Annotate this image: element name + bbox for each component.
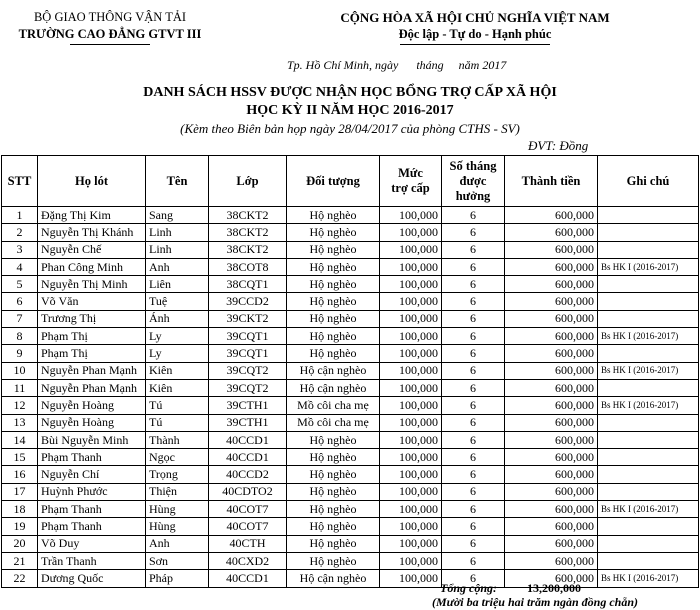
- row-lop: 39CCD2: [209, 293, 287, 310]
- row-stt: 15: [2, 449, 38, 466]
- row-ten: Linh: [146, 224, 209, 241]
- row-thanh-tien: 600,000: [505, 483, 598, 500]
- row-doituong: Mồ côi cha mẹ: [287, 397, 380, 414]
- row-doituong: Hộ cận nghèo: [287, 570, 380, 587]
- col-so-line1: Số tháng: [449, 158, 497, 173]
- total-in-words: (Mười ba triệu hai trăm ngàn đồng chẵn): [432, 595, 639, 609]
- row-stt: 9: [2, 345, 38, 362]
- table-row: [2, 258, 699, 275]
- row-ghi-chu: [598, 431, 699, 448]
- row-thanh-tien: 600,000: [505, 501, 598, 518]
- row-ten: Hùng: [146, 501, 209, 518]
- row-ten: Kiên: [146, 362, 209, 379]
- row-doituong: Hộ cận nghèo: [287, 379, 380, 396]
- row-ghi-chu: Bs HK I (2016-2017): [598, 328, 699, 345]
- table-row: [2, 466, 699, 483]
- row-holot: Dương Quốc: [38, 570, 146, 587]
- row-lop: 39CTH1: [209, 397, 287, 414]
- row-ghi-chu: [598, 518, 699, 535]
- row-ghi-chu: [598, 293, 699, 310]
- row-holot: Phạm Thanh: [38, 501, 146, 518]
- row-ten: Sang: [146, 207, 209, 224]
- row-so-thang: 6: [442, 362, 505, 379]
- row-stt: 18: [2, 501, 38, 518]
- row-ten: Thiện: [146, 483, 209, 500]
- row-ghi-chu: Bs HK I (2016-2017): [598, 362, 699, 379]
- row-thanh-tien: 600,000: [505, 518, 598, 535]
- row-muc: 100,000: [380, 518, 442, 535]
- row-so-thang: 6: [442, 466, 505, 483]
- row-lop: 39CQT1: [209, 345, 287, 362]
- table-row: [2, 552, 699, 569]
- row-holot: Phạm Thanh: [38, 518, 146, 535]
- row-holot: Nguyễn Thị Minh: [38, 276, 146, 293]
- row-stt: 14: [2, 431, 38, 448]
- row-lop: 40COT7: [209, 501, 287, 518]
- row-lop: 38CKT2: [209, 207, 287, 224]
- table-row: [2, 328, 699, 345]
- row-ten: Anh: [146, 535, 209, 552]
- row-muc: 100,000: [380, 552, 442, 569]
- row-ghi-chu: Bs HK I (2016-2017): [598, 397, 699, 414]
- row-ghi-chu: [598, 414, 699, 431]
- row-doituong: Hộ nghèo: [287, 328, 380, 345]
- row-lop: 39CQT2: [209, 362, 287, 379]
- table-row: [2, 501, 699, 518]
- col-so-line3: hưởng: [455, 188, 491, 203]
- row-holot: Nguyễn Hoàng: [38, 414, 146, 431]
- row-lop: 39CQT1: [209, 328, 287, 345]
- row-stt: 19: [2, 518, 38, 535]
- col-lop: Lớp: [209, 156, 287, 207]
- row-thanh-tien: 600,000: [505, 535, 598, 552]
- col-stt: STT: [2, 156, 38, 207]
- row-thanh-tien: 600,000: [505, 379, 598, 396]
- row-so-thang: 6: [442, 310, 505, 327]
- row-holot: Võ Duy: [38, 535, 146, 552]
- row-muc: 100,000: [380, 293, 442, 310]
- row-doituong: Hộ nghèo: [287, 310, 380, 327]
- row-muc: 100,000: [380, 276, 442, 293]
- row-muc: 100,000: [380, 501, 442, 518]
- row-doituong: Hộ nghèo: [287, 535, 380, 552]
- row-ten: Linh: [146, 241, 209, 258]
- row-ghi-chu: [598, 207, 699, 224]
- row-stt: 3: [2, 241, 38, 258]
- row-ghi-chu: [598, 224, 699, 241]
- row-muc: 100,000: [380, 431, 442, 448]
- row-muc: 100,000: [380, 379, 442, 396]
- row-lop: 38CKT2: [209, 241, 287, 258]
- row-stt: 20: [2, 535, 38, 552]
- row-lop: 38CQT1: [209, 276, 287, 293]
- row-ten: Ngọc: [146, 449, 209, 466]
- table-row: [2, 535, 699, 552]
- row-muc: 100,000: [380, 328, 442, 345]
- row-ten: Hùng: [146, 518, 209, 535]
- row-stt: 8: [2, 328, 38, 345]
- col-sothang: [442, 156, 505, 207]
- row-stt: 22: [2, 570, 38, 587]
- table-row: [2, 570, 699, 587]
- row-doituong: Hộ nghèo: [287, 483, 380, 500]
- row-ghi-chu: [598, 345, 699, 362]
- table-row: [2, 431, 699, 448]
- row-holot: Trần Thanh: [38, 552, 146, 569]
- row-thanh-tien: 600,000: [505, 276, 598, 293]
- row-ghi-chu: Bs HK I (2016-2017): [598, 501, 699, 518]
- row-doituong: Hộ cận nghèo: [287, 362, 380, 379]
- table-row: [2, 397, 699, 414]
- row-doituong: Hộ nghèo: [287, 449, 380, 466]
- col-so-line2: được: [459, 173, 487, 188]
- table-row: [2, 414, 699, 431]
- row-lop: 40COT7: [209, 518, 287, 535]
- row-muc: 100,000: [380, 241, 442, 258]
- row-holot: Nguyễn Chế: [38, 241, 146, 258]
- row-doituong: Hộ nghèo: [287, 466, 380, 483]
- row-ghi-chu: [598, 483, 699, 500]
- row-stt: 13: [2, 414, 38, 431]
- row-lop: 40CCD1: [209, 431, 287, 448]
- row-so-thang: 6: [442, 570, 505, 587]
- row-so-thang: 6: [442, 518, 505, 535]
- table-row: [2, 207, 699, 224]
- row-stt: 21: [2, 552, 38, 569]
- row-ghi-chu: [598, 449, 699, 466]
- row-so-thang: 6: [442, 431, 505, 448]
- row-doituong: Hộ nghèo: [287, 552, 380, 569]
- row-ten: Ly: [146, 345, 209, 362]
- row-holot: Nguyễn Chí: [38, 466, 146, 483]
- date-line: Tp. Hồ Chí Minh, ngày tháng năm 2017: [287, 58, 507, 72]
- col-holot: Họ lót: [38, 156, 146, 207]
- scholarship-table: [1, 155, 699, 588]
- document-title: DANH SÁCH HSSV ĐƯỢC NHẬN HỌC BỔNG TRỢ CẤP XÃ HỘI: [143, 85, 557, 100]
- row-muc: 100,000: [380, 449, 442, 466]
- row-muc: 100,000: [380, 466, 442, 483]
- row-so-thang: 6: [442, 328, 505, 345]
- row-thanh-tien: 600,000: [505, 241, 598, 258]
- row-lop: 38COT8: [209, 258, 287, 275]
- row-ghi-chu: [598, 379, 699, 396]
- national-motto: Độc lập - Tự do - Hạnh phúc: [398, 27, 552, 41]
- col-muc-line2: trợ cấp: [391, 181, 430, 195]
- row-ten: Ánh: [146, 310, 209, 327]
- row-ten: Thành: [146, 431, 209, 448]
- row-doituong: Hộ nghèo: [287, 501, 380, 518]
- row-ten: Sơn: [146, 552, 209, 569]
- table-row: [2, 224, 699, 241]
- row-stt: 7: [2, 310, 38, 327]
- row-thanh-tien: 600,000: [505, 258, 598, 275]
- row-holot: Nguyễn Phan Mạnh: [38, 362, 146, 379]
- row-thanh-tien: 600,000: [505, 328, 598, 345]
- row-stt: 5: [2, 276, 38, 293]
- row-so-thang: 6: [442, 293, 505, 310]
- row-doituong: Hộ nghèo: [287, 431, 380, 448]
- row-so-thang: 6: [442, 276, 505, 293]
- row-muc: 100,000: [380, 207, 442, 224]
- row-lop: 40CCD1: [209, 570, 287, 587]
- row-holot: Trương Thị: [38, 310, 146, 327]
- row-ten: Tuệ: [146, 293, 209, 310]
- row-so-thang: 6: [442, 535, 505, 552]
- row-ghi-chu: [598, 310, 699, 327]
- row-lop: 40CCD1: [209, 449, 287, 466]
- row-so-thang: 6: [442, 449, 505, 466]
- table-row: [2, 483, 699, 500]
- table-row: [2, 345, 699, 362]
- row-muc: 100,000: [380, 414, 442, 431]
- currency-unit: ĐVT: Đồng: [528, 138, 589, 153]
- row-holot: Nguyễn Phan Mạnh: [38, 379, 146, 396]
- row-doituong: Hộ nghèo: [287, 207, 380, 224]
- col-muc-line1: Mức: [398, 166, 423, 180]
- row-holot: Nguyễn Thị Khánh: [38, 224, 146, 241]
- row-thanh-tien: 600,000: [505, 570, 598, 587]
- row-muc: 100,000: [380, 224, 442, 241]
- row-so-thang: 6: [442, 224, 505, 241]
- row-ghi-chu: Bs HK I (2016-2017): [598, 570, 699, 587]
- row-stt: 10: [2, 362, 38, 379]
- row-thanh-tien: 600,000: [505, 224, 598, 241]
- row-lop: 38CKT2: [209, 224, 287, 241]
- row-holot: Huỳnh Phước: [38, 483, 146, 500]
- row-ghi-chu: Bs HK I (2016-2017): [598, 258, 699, 275]
- row-so-thang: 6: [442, 241, 505, 258]
- table-row: [2, 362, 699, 379]
- row-ghi-chu: [598, 466, 699, 483]
- row-thanh-tien: 600,000: [505, 362, 598, 379]
- table-row: [2, 293, 699, 310]
- row-stt: 4: [2, 258, 38, 275]
- table-row: [2, 449, 699, 466]
- row-muc: 100,000: [380, 535, 442, 552]
- table-row: [2, 310, 699, 327]
- col-ghichu: Ghi chú: [598, 156, 699, 207]
- row-so-thang: 6: [442, 345, 505, 362]
- row-ghi-chu: [598, 552, 699, 569]
- row-holot: Đặng Thị Kim: [38, 207, 146, 224]
- row-ten: Pháp: [146, 570, 209, 587]
- row-muc: 100,000: [380, 483, 442, 500]
- table-row: [2, 241, 699, 258]
- row-so-thang: 6: [442, 258, 505, 275]
- row-holot: Phạm Thị: [38, 328, 146, 345]
- row-thanh-tien: 600,000: [505, 449, 598, 466]
- row-thanh-tien: 600,000: [505, 293, 598, 310]
- row-doituong: Hộ nghèo: [287, 518, 380, 535]
- row-lop: 40CCD2: [209, 466, 287, 483]
- total-label: Tổng cộng:: [440, 581, 497, 595]
- table-row: [2, 518, 699, 535]
- document-subtitle: HỌC KỲ II NĂM HỌC 2016-2017: [246, 103, 454, 118]
- row-ghi-chu: [598, 535, 699, 552]
- table-row: [2, 379, 699, 396]
- row-ten: Kiên: [146, 379, 209, 396]
- col-doituong: Đối tượng: [287, 156, 380, 207]
- row-stt: 17: [2, 483, 38, 500]
- row-lop: 39CTH1: [209, 414, 287, 431]
- row-doituong: Mồ côi cha mẹ: [287, 414, 380, 431]
- row-holot: Phạm Thị: [38, 345, 146, 362]
- row-thanh-tien: 600,000: [505, 431, 598, 448]
- ministry-name: BỘ GIAO THÔNG VẬN TẢI: [33, 10, 187, 24]
- row-ten: Liên: [146, 276, 209, 293]
- col-thanhtien: Thành tiền: [505, 156, 598, 207]
- col-muc: [380, 156, 442, 207]
- row-doituong: Hộ nghèo: [287, 276, 380, 293]
- row-ten: Tú: [146, 414, 209, 431]
- row-muc: 100,000: [380, 258, 442, 275]
- row-lop: 40CDTO2: [209, 483, 287, 500]
- row-lop: 39CQT2: [209, 379, 287, 396]
- row-thanh-tien: 600,000: [505, 345, 598, 362]
- row-holot: Phạm Thanh: [38, 449, 146, 466]
- row-thanh-tien: 600,000: [505, 466, 598, 483]
- row-holot: Võ Văn: [38, 293, 146, 310]
- row-so-thang: 6: [442, 379, 505, 396]
- row-stt: 1: [2, 207, 38, 224]
- row-ghi-chu: [598, 241, 699, 258]
- row-ten: Trọng: [146, 466, 209, 483]
- row-ghi-chu: [598, 276, 699, 293]
- row-muc: 100,000: [380, 345, 442, 362]
- row-lop: 39CKT2: [209, 310, 287, 327]
- school-name: TRƯỜNG CAO ĐẲNG GTVT III: [18, 27, 202, 41]
- row-ten: Anh: [146, 258, 209, 275]
- table-row: [2, 276, 699, 293]
- row-stt: 11: [2, 379, 38, 396]
- row-ten: Ly: [146, 328, 209, 345]
- row-muc: 100,000: [380, 310, 442, 327]
- row-so-thang: 6: [442, 397, 505, 414]
- row-thanh-tien: 600,000: [505, 414, 598, 431]
- row-muc: 100,000: [380, 397, 442, 414]
- row-holot: Phan Công Minh: [38, 258, 146, 275]
- row-thanh-tien: 600,000: [505, 397, 598, 414]
- row-stt: 12: [2, 397, 38, 414]
- row-stt: 16: [2, 466, 38, 483]
- row-lop: 40CTH: [209, 535, 287, 552]
- row-thanh-tien: 600,000: [505, 552, 598, 569]
- row-so-thang: 6: [442, 414, 505, 431]
- row-doituong: Hộ nghèo: [287, 345, 380, 362]
- motto-underline: [400, 44, 550, 45]
- row-doituong: Hộ nghèo: [287, 241, 380, 258]
- row-lop: 40CXD2: [209, 552, 287, 569]
- row-so-thang: 6: [442, 483, 505, 500]
- row-so-thang: 6: [442, 207, 505, 224]
- row-stt: 6: [2, 293, 38, 310]
- row-ten: Tú: [146, 397, 209, 414]
- table-header-row: [2, 156, 699, 207]
- row-muc: 100,000: [380, 570, 442, 587]
- total-value: 13,200,000: [527, 581, 581, 595]
- col-ten: Tên: [146, 156, 209, 207]
- row-thanh-tien: 600,000: [505, 310, 598, 327]
- row-muc: 100,000: [380, 362, 442, 379]
- row-stt: 2: [2, 224, 38, 241]
- row-holot: Bùi Nguyễn Minh: [38, 431, 146, 448]
- school-underline: [70, 44, 150, 45]
- row-doituong: Hộ nghèo: [287, 224, 380, 241]
- row-thanh-tien: 600,000: [505, 207, 598, 224]
- row-doituong: Hộ nghèo: [287, 293, 380, 310]
- row-doituong: Hộ nghèo: [287, 258, 380, 275]
- row-so-thang: 6: [442, 552, 505, 569]
- country-name: CỘNG HÒA XÃ HỘI CHỦ NGHĨA VIỆT NAM: [340, 10, 610, 25]
- reference-note: (Kèm theo Biên bản họp ngày 28/04/2017 của phòng CTHS - SV): [180, 121, 520, 136]
- row-holot: Nguyễn Hoàng: [38, 397, 146, 414]
- row-so-thang: 6: [442, 501, 505, 518]
